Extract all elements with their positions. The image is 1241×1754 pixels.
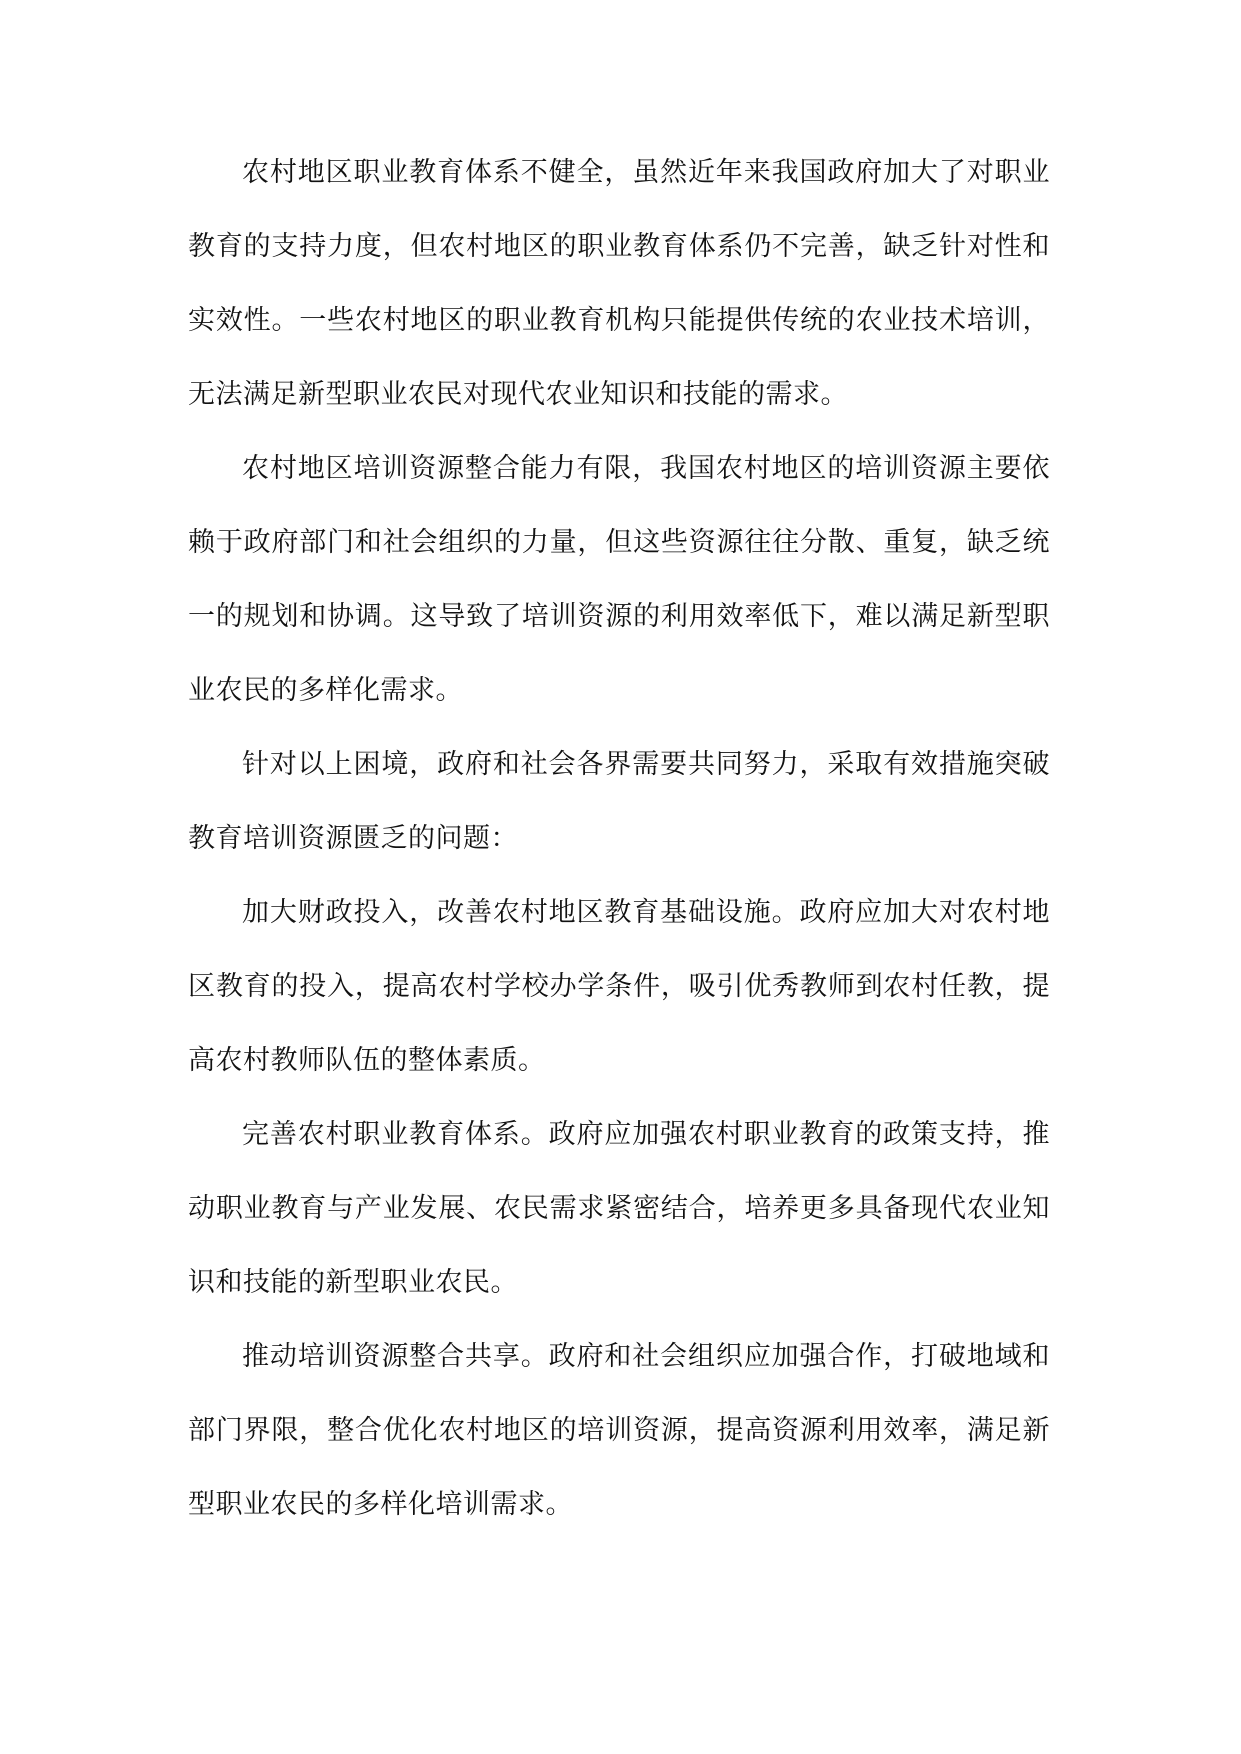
paragraph-resource-integration: 农村地区培训资源整合能力有限，我国农村地区的培训资源主要依赖于政府部门和社会组织的力量，但这些资源往往分散、重复，缺乏统一的规划和协调。这导致了培训资源的利用效率低下，难以满足新型职业农民的多样化需求。 (188, 453, 1050, 706)
paragraph-fiscal-investment: 加大财政投入，改善农村地区教育基础设施。政府应加大对农村地区教育的投入，提高农村学校办学条件，吸引优秀教师到农村任教，提高农村教师队伍的整体素质。 (188, 897, 1050, 1076)
paragraph-countermeasures-intro: 针对以上困境，政府和社会各界需要共同努力，采取有效措施突破教育培训资源匮乏的问题： (188, 749, 1050, 854)
paragraph-vocational-system: 农村地区职业教育体系不健全，虽然近年来我国政府加大了对职业教育的支持力度，但农村地区的职业教育体系仍不完善，缺乏针对性和实效性。一些农村地区的职业教育机构只能提供传统的农业技术培训，无法满足新型职业农民对现代农业知识和技能的需求。 (188, 157, 1050, 410)
paragraph-resource-sharing: 推动培训资源整合共享。政府和社会组织应加强合作，打破地域和部门界限，整合优化农村地区的培训资源，提高资源利用效率，满足新型职业农民的多样化培训需求。 (188, 1341, 1050, 1520)
document-body (188, 136, 1050, 1542)
paragraph-improve-vocational-system: 完善农村职业教育体系。政府应加强农村职业教育的政策支持，推动职业教育与产业发展、农民需求紧密结合，培养更多具备现代农业知识和技能的新型职业农民。 (188, 1119, 1050, 1298)
